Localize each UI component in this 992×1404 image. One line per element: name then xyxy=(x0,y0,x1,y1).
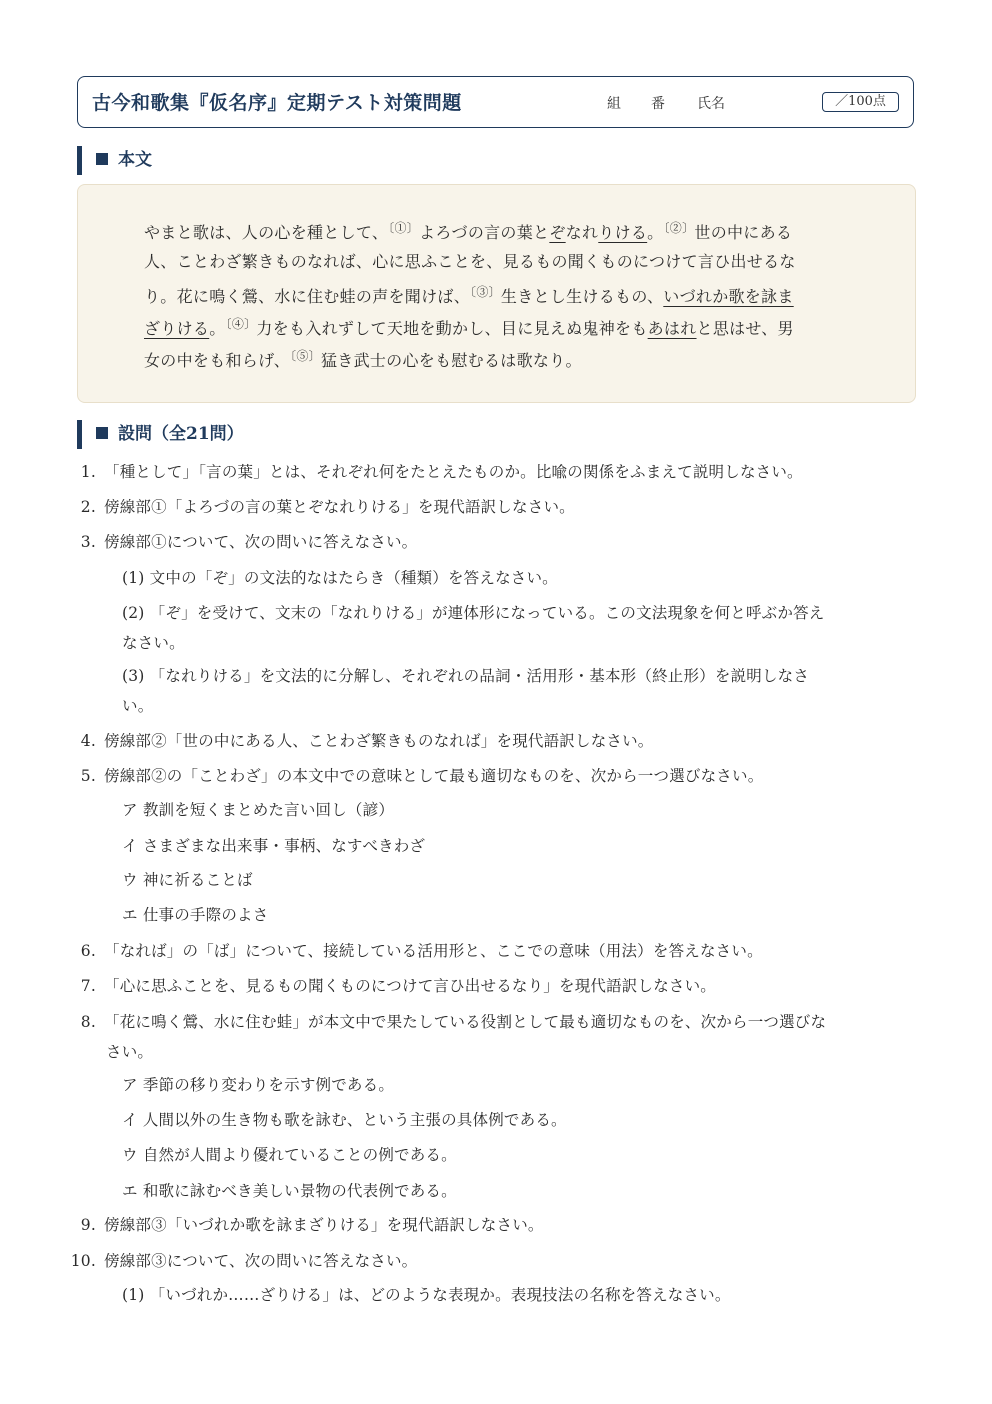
underlined-text: りける xyxy=(598,223,648,242)
section-heading-text: 本文 xyxy=(118,150,152,170)
question-number: 3. xyxy=(80,533,96,551)
sub-question-item: ア 季節の移り変わりを示す例である。 xyxy=(122,1076,395,1094)
question-text: 傍線部③について、次の問いに答えなさい。 xyxy=(104,1252,418,1270)
question-item xyxy=(70,1010,826,1032)
section-heading-questions xyxy=(77,420,244,449)
underlined-text: ぞ xyxy=(549,223,566,242)
question-text: 「なれば」の「ば」について、接続している活用形と、ここでの意味（用法）を答えなさい。 xyxy=(104,942,763,960)
sub-question-item: (1) 文中の「ぞ」の文法的なはたらき（種類）を答えなさい。 xyxy=(122,569,558,587)
section-heading-honbun xyxy=(77,146,152,175)
question-text: 傍線部③「いづれか歌を詠まざりける」を現代語訳しなさい。 xyxy=(104,1216,544,1234)
marker-1: 〔①〕 xyxy=(388,221,420,235)
sub-question-item: イ 人間以外の生き物も歌を詠む、という主張の具体例である。 xyxy=(122,1111,567,1129)
question-item xyxy=(70,764,763,786)
honbun-text-box xyxy=(77,184,916,403)
square-bullet-icon xyxy=(96,153,108,165)
honbun-line: ざりける。〔④〕力をも入れずして天地を動かし、目に見えぬ鬼神をもあはれと思はせ、男 xyxy=(144,317,794,338)
page-title: 古今和歌集『仮名序』定期テスト対策問題 xyxy=(92,92,462,114)
question-item xyxy=(70,460,803,482)
worksheet-header xyxy=(77,76,914,128)
marker-4: 〔④〕 xyxy=(225,317,257,331)
sub-question-item: エ 仕事の手際のよさ xyxy=(122,906,269,924)
question-item xyxy=(70,530,417,552)
question-text: 傍線部①「よろづの言の葉とぞなれりける」を現代語訳しなさい。 xyxy=(104,498,575,516)
sub-question-item: (1) 「いづれか……ざりける」は、どのような表現か。表現技法の名称を答えなさい。 xyxy=(122,1286,731,1304)
question-item xyxy=(70,729,654,751)
question-text-continued: さい。 xyxy=(106,1043,154,1061)
question-text: 「種として」「言の葉」とは、それぞれ何をたとえたものか。比喩の関係をふまえて説明しなさい。 xyxy=(104,463,803,481)
question-item xyxy=(70,974,716,996)
question-text: 傍線部②の「ことわざ」の本文中での意味として最も適切なものを、次から一つ選びなさい。 xyxy=(104,767,764,785)
underlined-text: ざりける xyxy=(144,319,210,338)
question-number: 7. xyxy=(80,977,96,995)
question-text: 傍線部①について、次の問いに答えなさい。 xyxy=(104,533,418,551)
question-number: 4. xyxy=(80,732,96,750)
sub-question-item: (3) 「なれりける」を文法的に分解し、それぞれの品詞・活用形・基本形（終止形）を説明しなさ xyxy=(122,667,810,685)
question-number: 8. xyxy=(80,1013,96,1031)
name-label: 氏名 xyxy=(697,96,725,112)
question-number: 5. xyxy=(80,767,96,785)
question-item xyxy=(70,1213,544,1235)
question-number: 9. xyxy=(80,1216,96,1234)
sub-question-item: (2) 「ぞ」を受けて、文末の「なれりける」が連体形になっている。この文法現象を何と呼ぶか答え xyxy=(122,604,825,622)
marker-3: 〔③〕 xyxy=(470,285,501,299)
question-number: 1. xyxy=(80,463,96,481)
sub-question-item: エ 和歌に詠むべき美しい景物の代表例である。 xyxy=(122,1182,457,1200)
question-number: 2. xyxy=(80,498,96,516)
question-item xyxy=(70,495,575,517)
honbun-line: り。花に鳴く鶯、水に住む蛙の声を聞けば、〔③〕生きとし生けるもの、いづれか歌を詠ま xyxy=(144,285,794,306)
sub-question-item: ウ 自然が人間より優れていることの例である。 xyxy=(122,1146,457,1164)
class-label: 組 xyxy=(607,96,621,112)
number-label: 番 xyxy=(651,96,665,112)
sub-question-item: イ さまざまな出来事・事柄、なすべきわざ xyxy=(122,837,426,855)
underlined-text: あはれ xyxy=(647,319,697,338)
question-text: 傍線部②「世の中にある人、ことわざ繁きものなれば」を現代語訳しなさい。 xyxy=(104,732,654,750)
question-number: 10. xyxy=(70,1252,96,1270)
question-text: 「心に思ふことを、見るもの聞くものにつけて言ひ出せるなり」を現代語訳しなさい。 xyxy=(104,977,716,995)
question-item xyxy=(70,939,763,961)
sub-question-item: ア 教訓を短くまとめた言い回し（諺） xyxy=(122,801,395,819)
underlined-text: いづれか歌を詠ま xyxy=(663,287,794,306)
question-item xyxy=(70,1249,417,1271)
honbun-line: 女の中をも和らげ、〔⑤〕猛き武士の心をも慰むるは歌なり。 xyxy=(144,349,582,370)
honbun-line: 人、ことわざ繁きものなれば、心に思ふことを、見るもの聞くものにつけて言ひ出せるな xyxy=(144,252,796,271)
sub-question-text-continued: なさい。 xyxy=(122,634,185,652)
question-number: 6. xyxy=(80,942,96,960)
section-heading-text: 設問（全21問） xyxy=(118,424,244,444)
sub-question-item: ウ 神に祈ることば xyxy=(122,871,253,889)
honbun-line: やまと歌は、人の心を種として、〔①〕よろづの言の葉とぞなれりける。〔②〕世の中にある xyxy=(144,221,793,242)
score-box: ／100点 xyxy=(822,92,899,112)
question-text: 「花に鳴く鶯、水に住む蛙」が本文中で果たしている役割として最も適切なものを、次から一つ選びな xyxy=(104,1013,827,1031)
marker-2: 〔②〕 xyxy=(663,221,695,235)
square-bullet-icon xyxy=(96,427,108,439)
marker-5: 〔⑤〕 xyxy=(290,349,321,363)
sub-question-text-continued: い。 xyxy=(122,697,154,715)
